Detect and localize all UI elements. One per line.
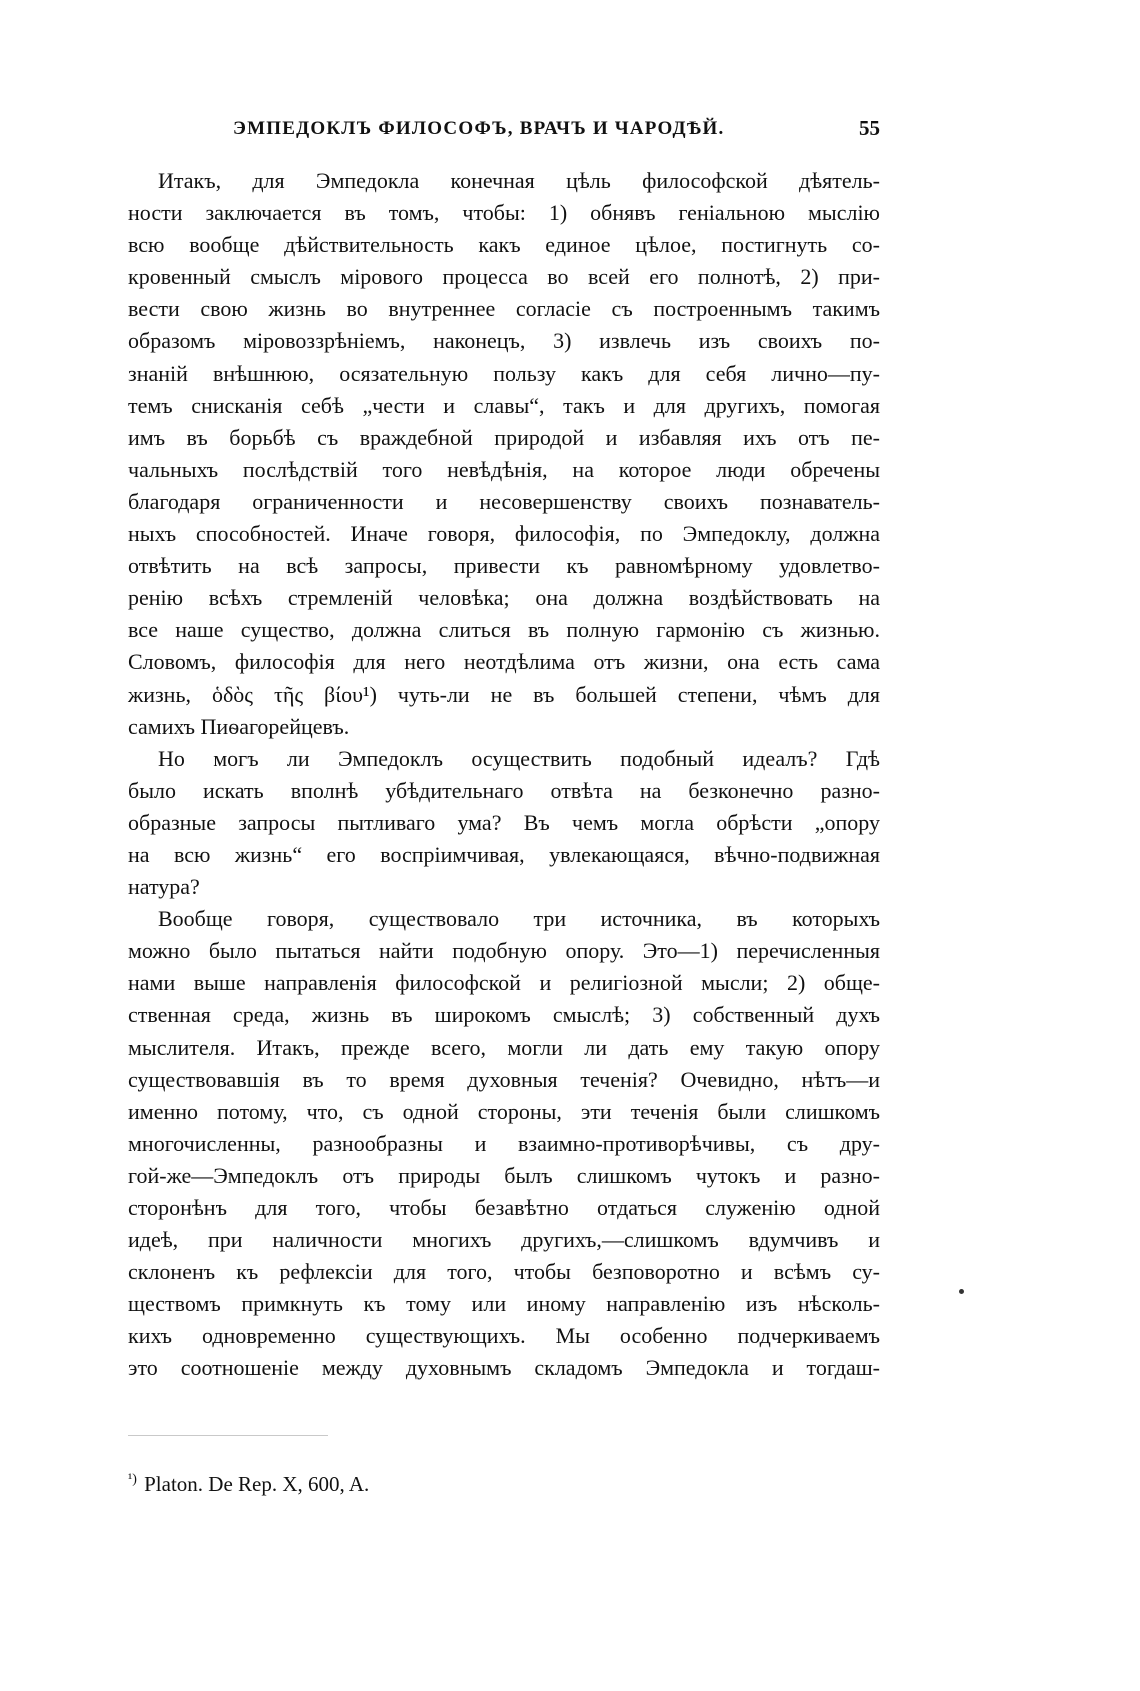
text-line: благодаря ограниченности и несовершенству своихъ познаватель- [128,488,880,514]
footnote-text: Platon. De Rep. X, 600, A. [144,1472,370,1496]
text-line: образомъ міровоззрѣніемъ, наконецъ, 3) извлечь изъ своихъ по- [128,328,880,354]
body-text [128,165,880,1385]
text-line: было искать вполнѣ убѣдительнаго отвѣта на безконечно разно- [128,777,880,803]
margin-dot [959,1289,964,1294]
text-line: все наше существо, должна слиться въ полную гармонію съ жизнью. [128,617,880,643]
text-line: идеѣ, при наличности многихъ другихъ,—слишкомъ вдумчивъ и [128,1227,880,1253]
text-line: Итакъ, для Эмпедокла конечная цѣль философской дѣятель- [158,168,880,193]
text-line: именно потому, что, съ одной стороны, эти теченія были слишкомъ [128,1098,880,1124]
text-line: гой-же—Эмпедоклъ отъ природы былъ слишкомъ чутокъ и разно- [128,1162,880,1188]
text-line: Но могъ ли Эмпедоклъ осуществить подобный идеалъ? Гдѣ [158,745,880,771]
text-line: сторонѣнъ для того, чтобы безавѣтно отдаться служенію одной [128,1195,880,1220]
running-title: ЭМПЕДОКЛЪ ФИЛОСОФЪ, ВРАЧЪ И ЧАРОДѢЙ. [233,118,725,139]
text-line: ществомъ примкнуть къ тому или иному направленію изъ нѣсколь- [128,1291,880,1317]
text-line: самихъ Пиѳагорейцевъ. [128,713,350,739]
text-line: отвѣтить на всѣ запросы, привести къ равномѣрному удовлетво- [128,553,880,579]
text-line: ныхъ способностей. Иначе говоря, философія, по Эмпедоклу, должна [128,521,880,547]
footnote [128,1472,369,1497]
text-line: на всю жизнь“ его воспріимчивая, увлекающаяся, вѣчно-подвижная [128,841,880,867]
text-line: мыслителя. Итакъ, прежде всего, могли ли дать ему такую опору [128,1034,880,1060]
page-number: 55 [859,116,880,140]
text-line: нами выше направленія философской и религіозной мысли; 2) обще- [128,970,880,996]
text-line: склоненъ къ рефлексіи для того, чтобы безповоротно и всѣмъ су- [128,1259,880,1285]
text-line: можно было пытаться найти подобную опору. Это—1) перечисленныя [128,938,880,964]
text-line: существовавшія въ то время духовныя теченія? Очевидно, нѣтъ—и [128,1066,880,1092]
text-line: Словомъ, философія для него неотдѣлима отъ жизни, она есть сама [128,649,880,675]
text-line: натура? [128,874,200,900]
text-line: имъ въ борьбѣ съ враждебной природой и избавляя ихъ отъ пе- [128,424,880,450]
text-line: знаній внѣшнюю, осязательную пользу какъ для себя лично—пу- [128,360,880,386]
text-line: это соотношеніе между духовнымъ складомъ Эмпедокла и тогдаш- [128,1355,880,1381]
text-line: ренію всѣхъ стремленій человѣка; она должна воздѣйствовать на [128,585,880,611]
text-line: кровенный смыслъ мірового процесса во всей его полнотѣ, 2) при- [128,264,880,290]
text-line: кихъ одновременно существующихъ. Мы особенно подчеркиваемъ [128,1323,880,1349]
text-line: всю вообще дѣйствительность какъ единое цѣлое, постигнуть со- [128,232,880,258]
text-line: Вообще говоря, существовало три источника, въ которыхъ [158,906,880,932]
footnote-marker: ¹) [128,1472,137,1487]
text-line: образные запросы пытливаго ума? Въ чемъ могла обрѣсти „опору [128,809,880,835]
text-line: темъ снисканія себѣ „чести и славы“, такъ и для другихъ, помогая [128,392,880,418]
page-header [128,118,880,148]
text-line: ственная среда, жизнь въ широкомъ смыслѣ; 3) собственный духъ [128,1002,880,1028]
text-line: вести свою жизнь во внутреннее согласіе съ построеннымъ такимъ [128,296,880,322]
text-line: жизнь, ὁδὸς τῆς βίου¹) чуть-ли не въ большей степени, чѣмъ для [128,681,880,707]
footnote-divider [128,1435,328,1436]
text-line: ности заключается въ томъ, чтобы: 1) обнявъ геніальною мыслію [128,200,880,226]
text-line: многочисленны, разнообразны и взаимно-противорѣчивы, съ дру- [128,1130,880,1156]
text-line: чальныхъ послѣдствій того невѣдѣнія, на которое люди обречены [128,456,880,482]
